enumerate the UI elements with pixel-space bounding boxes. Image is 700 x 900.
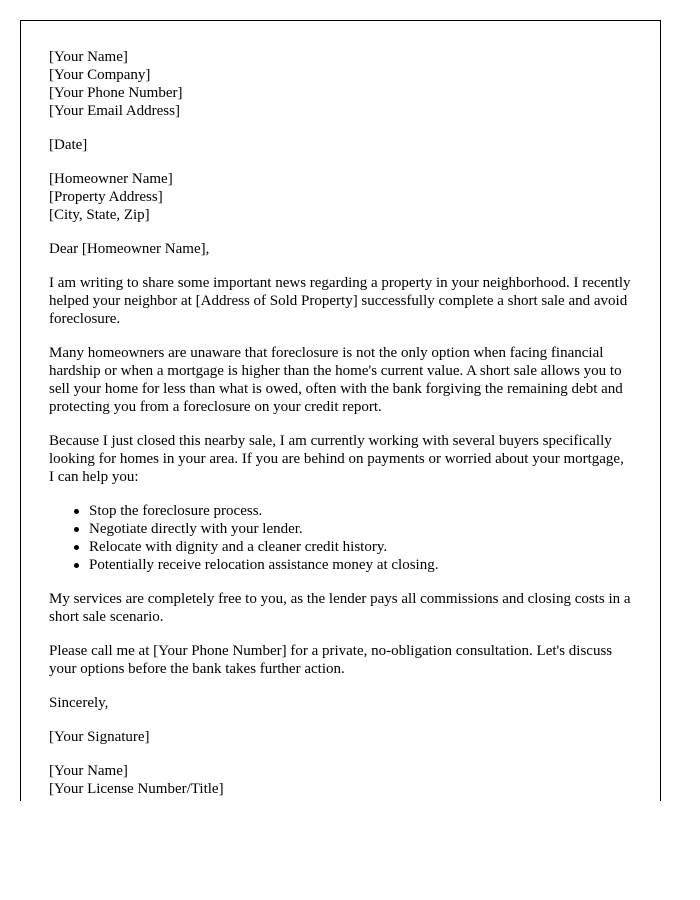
sender-company: [Your Company] bbox=[49, 67, 151, 83]
recipient-block bbox=[49, 170, 632, 224]
bullet-icon bbox=[74, 502, 80, 520]
salutation: Dear [Homeowner Name], bbox=[49, 241, 210, 257]
signoff: Sincerely, bbox=[49, 695, 109, 711]
sender-phone: [Your Phone Number] bbox=[49, 85, 183, 101]
list-item bbox=[89, 502, 632, 520]
body-paragraph-1: I am writing to share some important news regarding a property in your neighborhood. I recently helped your neighbor at [Address of Sold Property] successfully complete a short sale and avoid foreclosure. bbox=[49, 275, 631, 327]
signature-placeholder: [Your Signature] bbox=[49, 729, 150, 745]
recipient-address: [Property Address] bbox=[49, 189, 163, 205]
body-paragraph-2: Many homeowners are unaware that foreclosure is not the only option when facing financial hardship or when a mortgage is higher than the home's current value. A short sale allows you to sell your home for less than what is owed, often with the bank forgiving the remaining debt and protecting you from a foreclosure on your credit report. bbox=[49, 345, 623, 415]
letter-page bbox=[20, 20, 661, 801]
bullet-icon bbox=[74, 538, 80, 556]
sender-block bbox=[49, 48, 632, 120]
list-item-text: Relocate with dignity and a cleaner credit history. bbox=[89, 539, 388, 555]
closing-paragraph-2: Please call me at [Your Phone Number] for a private, no-obligation consultation. Let's discuss your options before the bank takes further action. bbox=[49, 643, 613, 677]
body-paragraph-3: Because I just closed this nearby sale, I am currently working with several buyers specifically looking for homes in your area. If you are behind on payments or worried about your mortgage, I can help you: bbox=[49, 433, 624, 485]
list-item bbox=[89, 538, 632, 556]
sender-name: [Your Name] bbox=[49, 49, 128, 65]
list-item-text: Potentially receive relocation assistance money at closing. bbox=[89, 557, 439, 573]
list-item-text: Negotiate directly with your lender. bbox=[89, 521, 303, 537]
signer-license: [Your License Number/Title] bbox=[49, 781, 224, 797]
list-item bbox=[89, 520, 632, 538]
signer-name: [Your Name] bbox=[49, 763, 128, 779]
signer-block bbox=[49, 762, 632, 798]
bullet-icon bbox=[74, 520, 80, 538]
bullet-icon bbox=[74, 556, 80, 574]
recipient-name: [Homeowner Name] bbox=[49, 171, 173, 187]
benefits-list bbox=[49, 502, 632, 574]
sender-email: [Your Email Address] bbox=[49, 103, 180, 119]
list-item-text: Stop the foreclosure process. bbox=[89, 503, 263, 519]
date-block bbox=[49, 136, 632, 154]
list-item bbox=[89, 556, 632, 574]
recipient-city-state-zip: [City, State, Zip] bbox=[49, 207, 150, 223]
closing-paragraph-1: My services are completely free to you, as the lender pays all commissions and closing costs in a short sale scenario. bbox=[49, 591, 631, 625]
letter-date: [Date] bbox=[49, 137, 88, 153]
